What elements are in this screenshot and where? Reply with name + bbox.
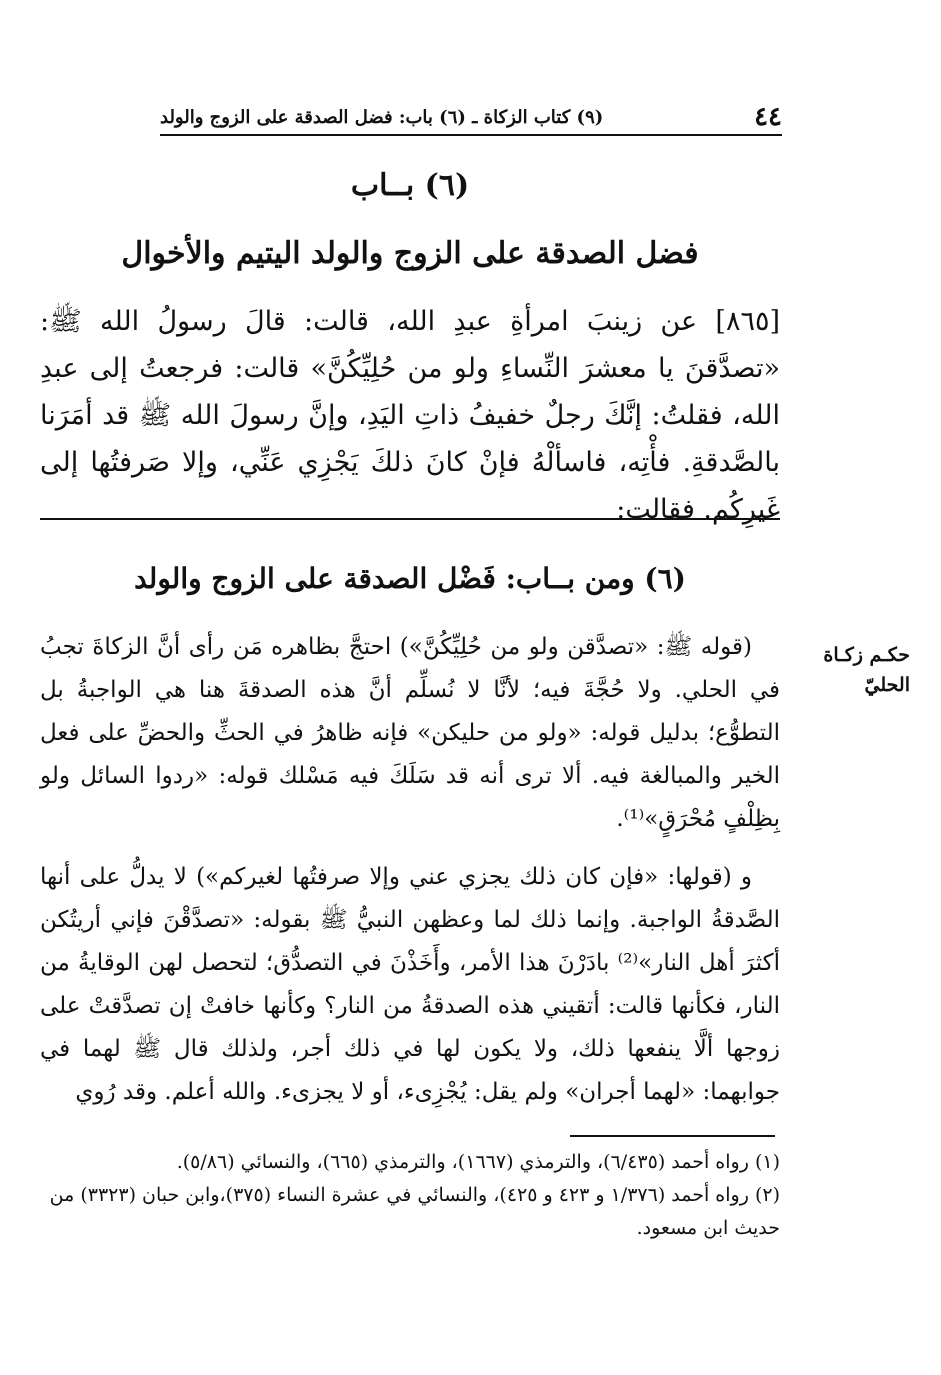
chapter-title: (٦) بــاب (350, 168, 470, 203)
footnote-number: (٢) (754, 1184, 780, 1206)
hadith-text-block (40, 298, 780, 533)
page-number: ٤٤ (754, 102, 782, 132)
footnote-1 (40, 1146, 780, 1179)
commentary-title: (٦) ومن بــاب: فَضْل الصدقة على الزوج والولد (134, 562, 686, 595)
margin-note: حكـم زكـاة الحليّ (823, 644, 910, 696)
hadith-text: [٨٦٥] عن زينبَ امرأةِ عبدِ الله، قالت: قالَ رسولُ الله ﷺ: «تصدَّقنَ يا معشرَ النِّساءِ ولو من حُلِيِّكُنَّ» قالت: فرجعتُ إلى عبدِ الله، فقلتُ: إنَّكَ رجلٌ خفيفُ ذاتِ اليَدِ، وإنَّ رسولَ الله ﷺ قد أمَرَنا بالصَّدقةِ. فأْتِه، فاسألْهُ فإنْ كانَ ذلكَ يَجْزِي عَنِّي، وإلا صَرفتُها إلى غَيرِكُم. فقالت: (40, 306, 780, 525)
commentary-text-2: و (قولها: «فإن كان ذلك يجزي عني وإلا صرفتُها لغيركم») لا يدلُّ على أنها الصَّدقةُ الواجبة. وإنما ذلك لما وعظهن النبيُّ ﷺ بقوله: «تصدَّقْنَ فإني أريتُكن أكثرَ أهل النار»⁽²⁾ بادَرْنَ هذا الأمر، وأَخَذْنَ في التصدُّق؛ لتحصل لهن الوقايةُ من النار، فكأنها قالت: أتقيني هذه الصدقةُ من النار؟ وكأنها خافتْ إن تصدَّقتْ على زوجها ألَّا ينفعها ذلك، ولا يكون لها في ذلك أجر، ولذلك قال ﷺ لهما في جوابهما: «لهما أجران» ولم يقل: يُجْزِىء، أو لا يجزىء. والله أعلم. وقد رُوي (40, 864, 780, 1105)
footnote-2 (40, 1179, 780, 1245)
footnote-rule (570, 1135, 775, 1137)
section-title: فضل الصدقة على الزوج والولد اليتيم والأخوال (121, 236, 699, 271)
commentary-paragraph-2 (40, 856, 780, 1114)
footnotes (40, 1146, 780, 1245)
running-header-title: (٩) كتاب الزكاة ـ (٦) باب: فضل الصدقة على الزوج والولد (160, 106, 604, 128)
section-divider (40, 518, 780, 520)
footnote-number: (١) (754, 1151, 780, 1173)
commentary-text-1: (قوله ﷺ: «تصدَّقن ولو من حُلِيِّكُنَّ») احتجَّ بظاهره مَن رأى أنَّ الزكاةَ تجبُ في الحلي. ولا حُجَّةَ فيه؛ لأنَّا لا نُسلِّم أنَّ هذه الصدقةَ هنا هي الواجبةُ بل التطوُّع؛ بدليل قوله: «ولو من حليكن» فإنه ظاهرُ في الحثِّ والحضِّ على فعل الخير والمبالغة فيه. ألا ترى أنه قد سَلَكَ فيه مَسْلك قوله: «ردوا السائل ولو بِظِلْفٍ مُحْرَقٍ»⁽¹⁾. (40, 634, 780, 832)
commentary-paragraph-1 (40, 626, 780, 841)
footnote-text: رواه أحمد (١/٣٧٦ و ٤٢٣ و ٤٢٥)، والنسائي في عشرة النساء (٣٧٥)،وابن حبان (٣٣٢٣) من حديث ابن مسعود. (49, 1184, 780, 1239)
running-header (160, 100, 782, 136)
footnote-text: رواه أحمد (٦/٤٣٥)، والترمذي (١٦٦٧)، والترمذي (٦٦٥)، والنسائي (٥/٨٦). (176, 1151, 749, 1173)
